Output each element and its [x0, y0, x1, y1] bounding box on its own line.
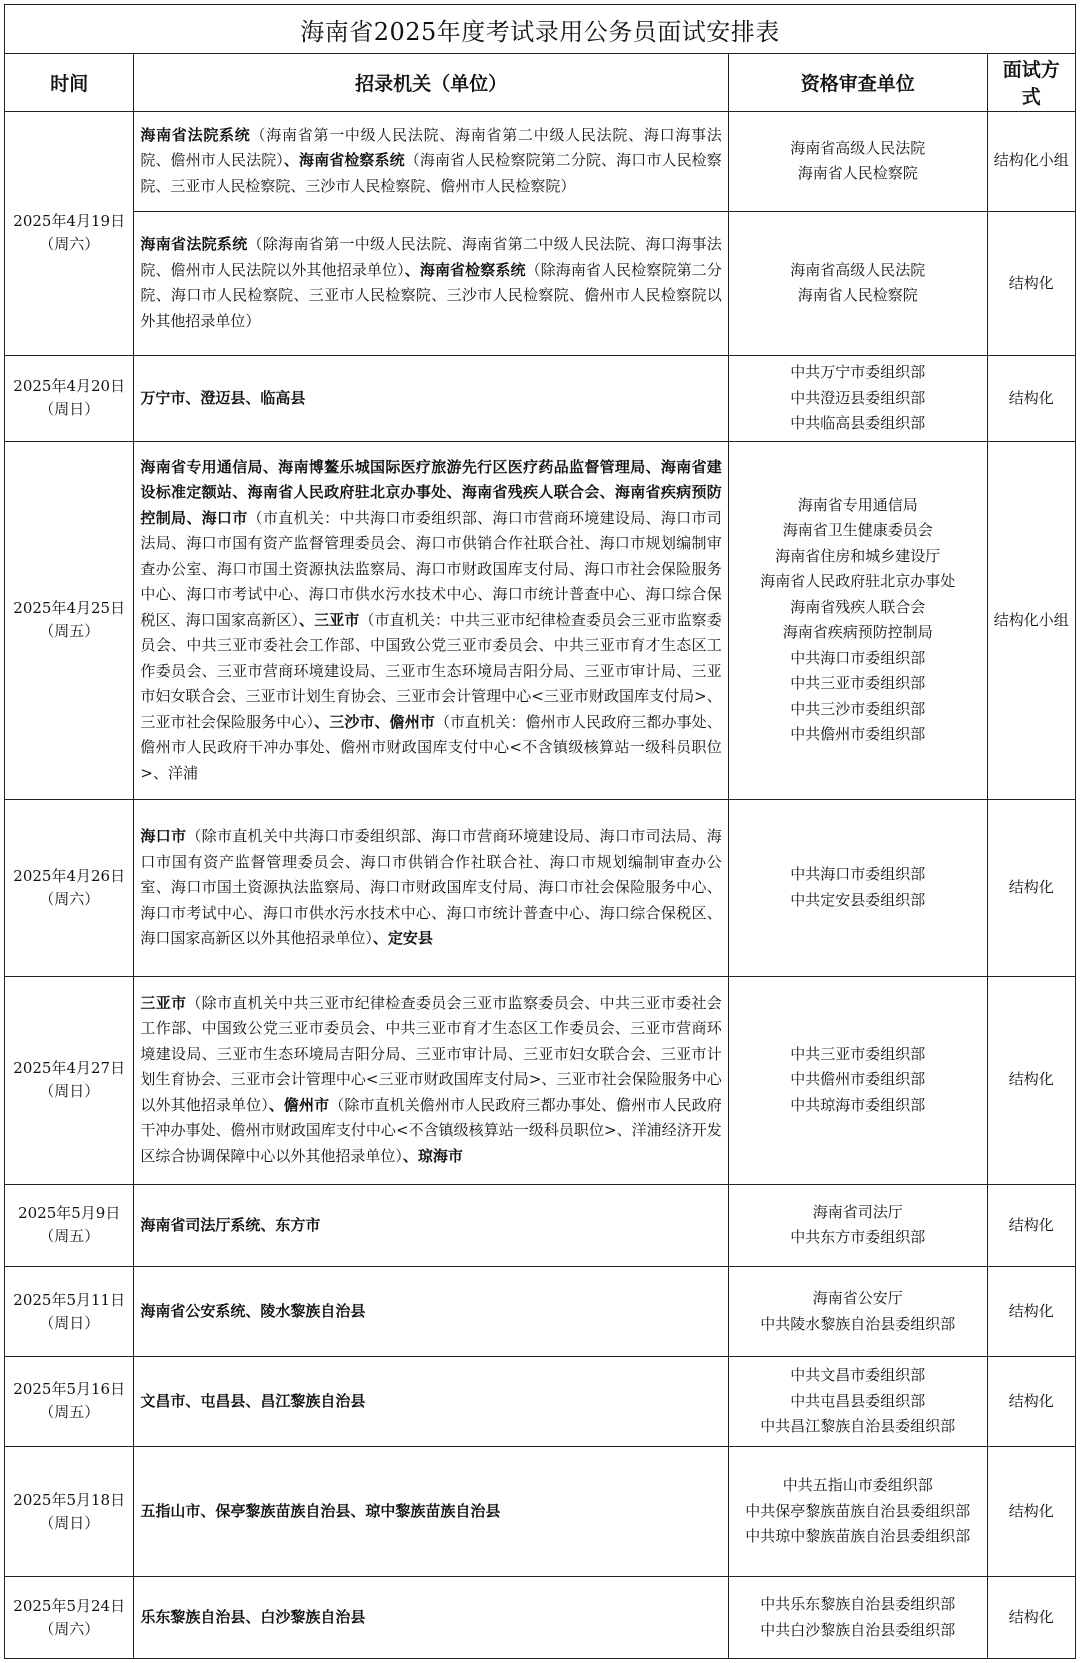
- date-cell: [5, 976, 134, 1184]
- unit-name: 海南省司法厅系统、东方市: [140, 1215, 321, 1234]
- weekday-text: （周日）: [39, 400, 100, 419]
- unit-name: 海口市: [140, 827, 187, 846]
- unit-name: 、海南省检察系统: [404, 260, 526, 279]
- weekday-text: （周六）: [39, 235, 100, 254]
- review-unit: 中共万宁市委组织部: [790, 363, 926, 382]
- units-cell: [134, 1577, 728, 1659]
- table-row: [5, 1267, 1076, 1357]
- review-unit: 中共陵水黎族自治县委组织部: [760, 1314, 956, 1333]
- units-cell: [134, 1184, 728, 1267]
- unit-detail: （海南省第一中级人民法院、海南省第二中级人民法院、海口海事法院、儋州市人民法院）: [140, 125, 722, 170]
- review-unit: 中共昌江黎族自治县委组织部: [760, 1417, 956, 1436]
- unit-detail: （市直机关：儋州市人民政府三都办事处、儋州市人民政府干冲办事处、儋州市财政国库支付中心<不含镇级核算站一级科员职位>、洋浦: [140, 712, 722, 782]
- review-unit: 海南省住房和城乡建设厅: [775, 546, 941, 565]
- header-row: [5, 54, 1076, 111]
- weekday-text: （周日）: [39, 1082, 100, 1101]
- method-cell: 结构化: [987, 211, 1075, 355]
- unit-name: 、三亚市: [299, 610, 360, 629]
- weekday-text: （周日）: [39, 1513, 100, 1532]
- weekday-text: （周五）: [39, 1403, 100, 1422]
- review-unit: 海南省高级人民法院: [790, 260, 926, 279]
- weekday-text: （周日）: [39, 1313, 100, 1332]
- date-cell: [5, 1577, 134, 1659]
- units-cell: [134, 1267, 728, 1357]
- unit-name: 、海南省检察系统: [283, 151, 405, 170]
- method-cell: 结构化小组: [987, 441, 1075, 799]
- unit-name: 万宁市、澄迈县、临高县: [140, 388, 306, 407]
- review-cell: [728, 211, 987, 355]
- method-cell: 结构化: [987, 356, 1075, 442]
- units-cell: [134, 211, 728, 355]
- review-cell: [728, 976, 987, 1184]
- units-cell: [134, 976, 728, 1184]
- header-review: 资格审查单位: [728, 54, 987, 111]
- date-text: 2025年5月24日: [13, 1596, 126, 1615]
- date-text: 2025年5月18日: [13, 1490, 126, 1509]
- review-unit: 中共琼中黎族苗族自治县委组织部: [745, 1527, 971, 1546]
- review-unit: 中共儋州市委组织部: [790, 1070, 926, 1089]
- unit-name: 、定安县: [372, 929, 433, 948]
- unit-detail: （市直机关：中共三亚市纪律检查委员会三亚市监察委员会、中共三亚市委社会工作部、中国致公党三亚市委员会、中共三亚市育才生态区工作委员会、三亚市营商环境建设局、三亚市生态环境局吉阳分局、三亚市审计局、三亚市妇女联合会、三亚市计划生育协会、三亚市会计管理中心<三亚市财政国库支付局>、三亚市社会保险服务中心）: [140, 610, 722, 731]
- review-cell: [728, 1577, 987, 1659]
- table-row: [5, 1446, 1076, 1577]
- review-unit: 中共白沙黎族自治县委组织部: [760, 1620, 956, 1639]
- review-unit: 中共东方市委组织部: [790, 1228, 926, 1247]
- review-unit: 中共海口市委组织部: [790, 648, 926, 667]
- unit-name: 三亚市: [140, 993, 187, 1012]
- weekday-text: （周六）: [39, 889, 100, 908]
- unit-name: 乐东黎族自治县、白沙黎族自治县: [140, 1607, 366, 1626]
- unit-name: 海南省法院系统: [140, 125, 251, 144]
- unit-detail: （除市直机关中共海口市委组织部、海口市营商环境建设局、海口市司法局、海口市国有资产监督管理委员会、海口市供销合作社联合社、海口市规划编制审查办公室、海口市国土资源执法监察局、海口市财政国库支付局、海口市社会保险服务中心、海口市考试中心、海口市供水污水技术中心、海口市统计普查中心、海口综合保税区、海口国家高新区以外其他招录单位）: [140, 827, 722, 948]
- date-cell: [5, 1267, 134, 1357]
- unit-name: 海南省法院系统: [140, 235, 248, 254]
- review-unit: 中共三亚市委组织部: [790, 674, 926, 693]
- units-cell: [134, 1446, 728, 1577]
- title-row: [5, 5, 1076, 54]
- date-cell: [5, 111, 134, 355]
- weekday-text: （周五）: [39, 1227, 100, 1246]
- table-row: [5, 976, 1076, 1184]
- table-title: 海南省2025年度考试录用公务员面试安排表: [5, 5, 1076, 54]
- method-cell: 结构化: [987, 1356, 1075, 1446]
- table-row: [5, 441, 1076, 799]
- unit-name: 海南省公安系统、陵水黎族自治县: [140, 1301, 366, 1320]
- header-units: 招录机关（单位）: [134, 54, 728, 111]
- review-cell: [728, 1184, 987, 1267]
- date-text: 2025年5月16日: [13, 1380, 126, 1399]
- interview-schedule-table: [4, 4, 1076, 1659]
- method-cell: 结构化: [987, 1577, 1075, 1659]
- review-unit: 中共澄迈县委组织部: [790, 388, 926, 407]
- review-unit: 中共定安县委组织部: [790, 890, 926, 909]
- review-unit: 中共五指山市委组织部: [782, 1476, 933, 1495]
- review-unit: 海南省人民政府驻北京办事处: [760, 572, 956, 591]
- unit-detail: （海南省人民检察院第二分院、海口市人民检察院、三亚市人民检察院、三沙市人民检察院、儋州市人民检察院）: [140, 151, 722, 195]
- unit-name: 、三沙市、儋州市: [314, 712, 435, 731]
- review-unit: 中共屯昌县委组织部: [790, 1391, 926, 1410]
- date-cell: [5, 441, 134, 799]
- review-unit: 中共琼海市委组织部: [790, 1095, 926, 1114]
- date-cell: [5, 1446, 134, 1577]
- unit-name: 文昌市、屯昌县、昌江黎族自治县: [140, 1391, 366, 1410]
- review-unit: 海南省残疾人联合会: [790, 597, 926, 616]
- header-time: 时间: [5, 54, 134, 111]
- date-text: 2025年4月26日: [13, 866, 126, 885]
- date-cell: [5, 800, 134, 977]
- units-cell: [134, 111, 728, 211]
- method-cell: 结构化: [987, 1184, 1075, 1267]
- review-unit: 中共乐东黎族自治县委组织部: [760, 1595, 956, 1614]
- method-cell: 结构化: [987, 976, 1075, 1184]
- date-text: 2025年5月9日: [18, 1204, 121, 1223]
- review-cell: [728, 1446, 987, 1577]
- table-row: [5, 356, 1076, 442]
- date-cell: [5, 1356, 134, 1446]
- table-row: [5, 1356, 1076, 1446]
- date-text: 2025年4月25日: [13, 599, 126, 618]
- method-cell: 结构化小组: [987, 111, 1075, 211]
- date-cell: [5, 1184, 134, 1267]
- review-unit: 中共临高县委组织部: [790, 414, 926, 433]
- unit-name: 、儋州市: [268, 1095, 330, 1114]
- review-unit: 海南省卫生健康委员会: [782, 521, 933, 540]
- unit-detail: （除市直机关儋州市人民政府三都办事处、儋州市人民政府干冲办事处、儋州市财政国库支付中心<不含镇级核算站一级科员职位>、洋浦经济开发区综合协调保障中心以外其他招录单位）: [140, 1095, 722, 1165]
- method-cell: 结构化: [987, 1446, 1075, 1577]
- review-cell: [728, 441, 987, 799]
- review-cell: [728, 1356, 987, 1446]
- unit-name: 、琼海市: [402, 1146, 463, 1165]
- review-unit: 中共保亭黎族苗族自治县委组织部: [745, 1501, 971, 1520]
- review-unit: 中共儋州市委组织部: [790, 725, 926, 744]
- review-cell: [728, 1267, 987, 1357]
- review-cell: [728, 111, 987, 211]
- review-unit: 海南省人民检察院: [797, 286, 918, 305]
- table-row: [5, 211, 1076, 355]
- review-unit: 海南省专用通信局: [797, 495, 918, 514]
- unit-detail: （市直机关：中共海口市委组织部、海口市营商环境建设局、海口市司法局、海口市国有资产监督管理委员会、海口市供销合作社联合社、海口市规划编制审查办公室、海口市国土资源执法监察局、海口市财政国库支付局、海口市社会保险服务中心、海口市考试中心、海口市供水污水技术中心、海口市统计普查中心、海口综合保税区、海口国家高新区）: [140, 508, 722, 629]
- table-row: [5, 111, 1076, 211]
- table-row: [5, 1577, 1076, 1659]
- table-row: [5, 800, 1076, 977]
- date-text: 2025年4月27日: [13, 1059, 126, 1078]
- review-cell: [728, 800, 987, 977]
- review-unit: 中共海口市委组织部: [790, 865, 926, 884]
- method-cell: 结构化: [987, 800, 1075, 977]
- units-cell: [134, 356, 728, 442]
- method-cell: 结构化: [987, 1267, 1075, 1357]
- unit-name: 五指山市、保亭黎族苗族自治县、琼中黎族苗族自治县: [140, 1501, 501, 1520]
- weekday-text: （周五）: [39, 622, 100, 641]
- review-unit: 中共三亚市委组织部: [790, 1044, 926, 1063]
- date-cell: [5, 356, 134, 442]
- unit-detail: （除市直机关中共三亚市纪律检查委员会三亚市监察委员会、中共三亚市委社会工作部、中国致公党三亚市委员会、中共三亚市育才生态区工作委员会、三亚市营商环境建设局、三亚市生态环境局吉阳分局、三亚市审计局、三亚市妇女联合会、三亚市计划生育协会、三亚市会计管理中心<三亚市财政国库支付局>、三亚市社会保险服务中心以外其他招录单位）: [140, 993, 722, 1114]
- weekday-text: （周六）: [39, 1619, 100, 1638]
- review-unit: 海南省司法厅: [812, 1202, 903, 1221]
- table-row: [5, 1184, 1076, 1267]
- review-unit: 海南省高级人民法院: [790, 138, 926, 157]
- review-unit: 中共文昌市委组织部: [790, 1366, 926, 1385]
- header-method: 面试方式: [987, 54, 1075, 111]
- date-text: 2025年5月11日: [13, 1290, 126, 1309]
- units-cell: [134, 441, 728, 799]
- units-cell: [134, 800, 728, 977]
- review-cell: [728, 356, 987, 442]
- unit-name: 海南省专用通信局、海南博鳌乐城国际医疗旅游先行区医疗药品监督管理局、海南省建设标准定额站、海南省人民政府驻北京办事处、海南省残疾人联合会、海南省疾病预防控制局、海口市: [140, 457, 722, 527]
- unit-detail: （除海南省第一中级人民法院、海南省第二中级人民法院、海口海事法院、儋州市人民法院以外其他招录单位）: [140, 235, 722, 279]
- review-unit: 海南省疾病预防控制局: [782, 623, 933, 642]
- date-text: 2025年4月20日: [13, 377, 126, 396]
- review-unit: 海南省人民检察院: [797, 164, 918, 183]
- review-unit: 中共三沙市委组织部: [790, 699, 926, 718]
- units-cell: [134, 1356, 728, 1446]
- date-text: 2025年4月19日: [13, 212, 126, 231]
- unit-detail: （除海南省人民检察院第二分院、海口市人民检察院、三亚市人民检察院、三沙市人民检察院、儋州市人民检察院以外其他招录单位）: [140, 260, 722, 330]
- review-unit: 海南省公安厅: [812, 1289, 903, 1308]
